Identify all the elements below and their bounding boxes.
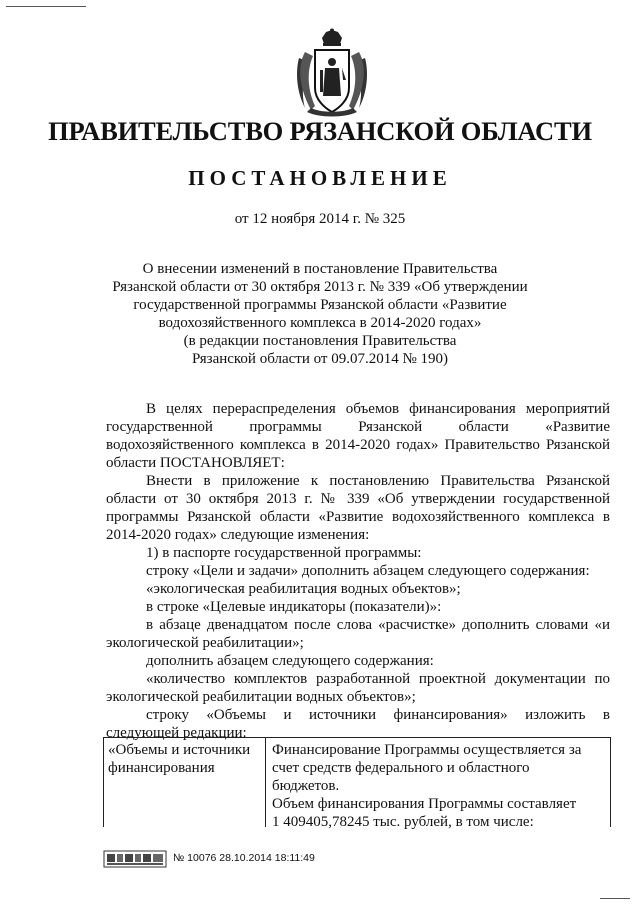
document-type: ПОСТАНОВЛЕНИЕ <box>188 166 452 190</box>
cell-line: Финансирование Программы осуществляется за <box>272 742 582 758</box>
body-line: экологической реабилитации»; <box>106 635 304 651</box>
body-line: экологической реабилитации водных объектов»; <box>106 689 416 705</box>
body-line: строку «Цели и задачи» дополнить абзацем следующего содержания: <box>146 563 590 579</box>
registry-number-timestamp: № 10076 28.10.2014 18:11:49 <box>173 852 315 864</box>
scan-artifact <box>600 898 630 899</box>
body-line: «количество комплектов разработанной проектной документации по <box>146 671 610 687</box>
coat-of-arms-icon <box>293 28 371 120</box>
body-line: 2014-2020 годах» следующие изменения: <box>106 527 370 543</box>
cell-line: счет средств федерального и областного <box>272 760 530 776</box>
body-line: области ПОСТАНОВЛЯЕТ: <box>106 455 285 471</box>
subject-line: Рязанской области от 09.07.2014 № 190) <box>191 351 449 367</box>
library-stamp-icon <box>103 850 167 868</box>
subject-line: (в редакции постановления Правительства <box>183 333 457 349</box>
scan-artifact <box>6 6 86 7</box>
body-line: дополнить абзацем следующего содержания: <box>146 653 434 669</box>
funding-table <box>103 737 611 830</box>
body-line: в абзаце двенадцатом после слова «расчистке» дополнить словами «и <box>146 617 610 633</box>
cell-line: Объем финансирования Программы составляет <box>272 796 577 812</box>
cell-line: «Объемы и источники <box>108 742 251 758</box>
body-line: следующей редакции: <box>106 725 247 741</box>
body-line: области от 30 октября 2013 г. № 339 «Об утверждении государственной <box>106 491 610 507</box>
body-line: в строке «Целевые индикаторы (показатели)»: <box>146 599 442 615</box>
body-line: Внести в приложение к постановлению Правительства Рязанской <box>146 473 610 489</box>
subject-line: Рязанской области от 30 октября 2013 г. № 339 «Об утверждении <box>112 279 528 295</box>
document-body <box>106 400 610 742</box>
document-date-number: от 12 ноября 2014 г. № 325 <box>234 211 406 227</box>
body-line: «экологическая реабилитация водных объектов»; <box>146 581 461 597</box>
body-line: государственной программы Рязанской области «Развитие <box>106 419 610 435</box>
subject-line: государственной программы Рязанской области «Развитие <box>133 297 507 313</box>
cell-line: 1 409405,78245 тыс. рублей, в том числе: <box>272 814 534 830</box>
subject-line: О внесении изменений в постановление Правительства <box>142 261 498 277</box>
table-cell-label <box>103 738 266 827</box>
body-line: В целях перераспределения объемов финансирования мероприятий <box>146 401 610 417</box>
cell-line: бюджетов. <box>272 778 340 794</box>
body-line: 1) в паспорте государственной программы: <box>146 545 422 561</box>
document-subject <box>0 260 640 368</box>
table-cell-value <box>267 738 611 830</box>
body-line: программы Рязанской области «Развитие водохозяйственного комплекса в <box>106 509 610 525</box>
body-line: водохозяйственного комплекса в 2014-2020 годах» Правительство Рязанской <box>106 437 610 453</box>
cell-line: финансирования <box>108 760 215 776</box>
subject-line: водохозяйственного комплекса в 2014-2020 годах» <box>158 315 482 331</box>
government-title: ПРАВИТЕЛЬСТВО РЯЗАНСКОЙ ОБЛАСТИ <box>48 116 592 146</box>
body-line: строку «Объемы и источники финансирования» изложить в <box>146 707 610 723</box>
